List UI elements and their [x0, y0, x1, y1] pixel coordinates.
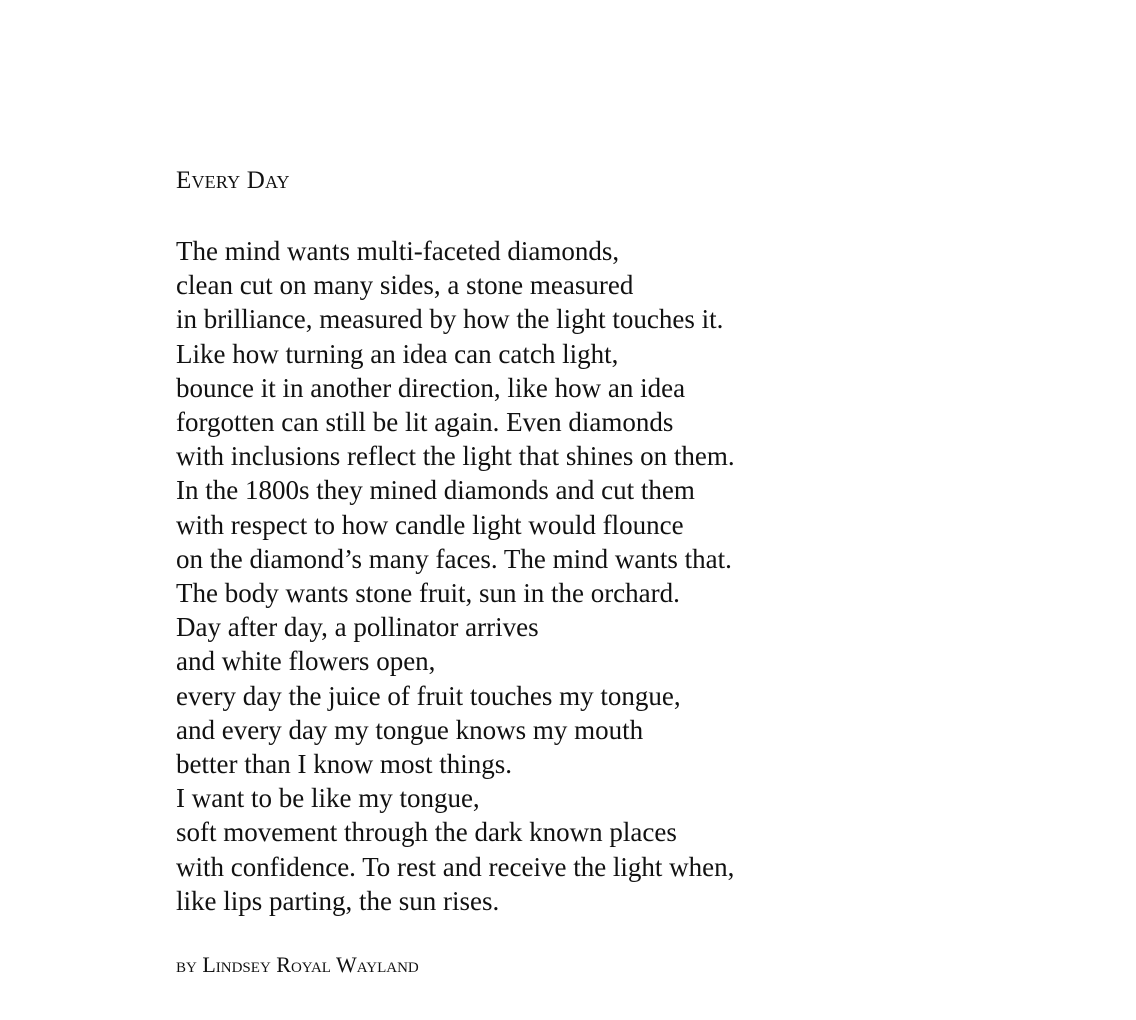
poem-line: In the 1800s they mined diamonds and cut them	[176, 475, 695, 506]
poem-line: forgotten can still be lit again. Even diamonds	[176, 407, 674, 438]
poem-title: Every Day	[176, 167, 290, 194]
poem-line: on the diamond’s many faces. The mind wants that.	[176, 543, 732, 574]
poem-line: The mind wants multi-faceted diamonds,	[176, 236, 620, 266]
poem-line: clean cut on many sides, a stone measured	[176, 270, 634, 301]
poem-line: with inclusions reflect the light that shines on them.	[176, 441, 735, 472]
poem-line: with respect to how candle light would flounce	[176, 509, 684, 540]
poem-line: better than I know most things.	[176, 749, 512, 780]
poem-line: and white flowers open,	[176, 646, 436, 677]
poem-line: in brilliance, measured by how the light touches it.	[176, 304, 724, 335]
poem-line: with confidence. To rest and receive the light when,	[176, 851, 735, 882]
poem-line: I want to be like my tongue,	[176, 783, 480, 814]
poem-line: The body wants stone fruit, sun in the orchard.	[176, 578, 680, 609]
poem-line: bounce it in another direction, like how an idea	[176, 372, 686, 403]
poem-line: every day the juice of fruit touches my tongue,	[176, 680, 681, 711]
poem-line: soft movement through the dark known places	[176, 817, 677, 848]
poem-byline: by Lindsey Royal Wayland	[176, 952, 419, 977]
poem-line: Like how turning an idea can catch light,	[176, 338, 619, 369]
poem-line: like lips parting, the sun rises.	[176, 885, 500, 916]
poem-line: Day after day, a pollinator arrives	[176, 612, 539, 643]
poem-page	[176, 164, 1076, 918]
poem-line: and every day my tongue knows my mouth	[176, 714, 644, 745]
poem-body	[176, 234, 1076, 918]
